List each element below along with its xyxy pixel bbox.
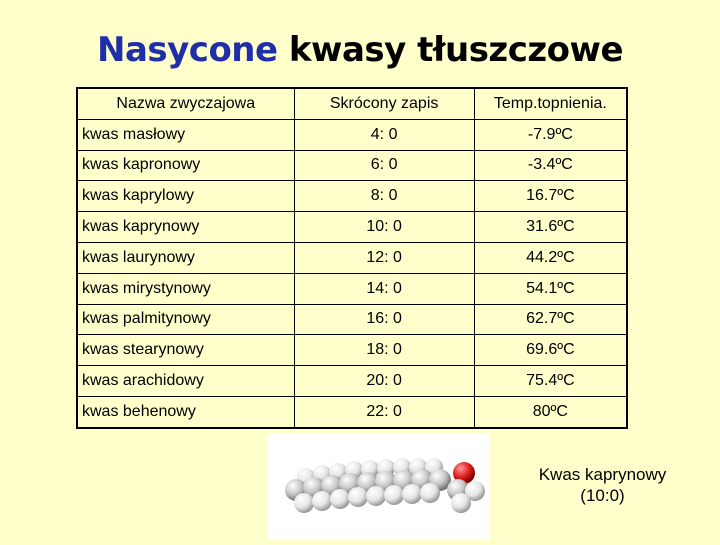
header-common-name: Nazwa zwyczajowa [77, 88, 294, 119]
acid-short-notation: 14: 0 [294, 273, 474, 304]
table-row [77, 150, 627, 181]
title-accent-word: Nasycone [97, 30, 278, 70]
acid-melting-point: 44.2ºC [474, 242, 627, 273]
fatty-acids-table [76, 87, 628, 429]
table-row [77, 273, 627, 304]
acid-name: kwas kaprylowy [77, 181, 294, 212]
acid-name: kwas palmitynowy [77, 304, 294, 335]
table-row [77, 242, 627, 273]
caption-line-2: (10:0) [580, 486, 625, 505]
acid-melting-point: 16.7ºC [474, 181, 627, 212]
acid-name: kwas stearynowy [77, 335, 294, 366]
acid-short-notation: 4: 0 [294, 119, 474, 150]
table-row [77, 335, 627, 366]
acid-name: kwas kaprynowy [77, 212, 294, 243]
table-row [77, 181, 627, 212]
title-rest: kwasy tłuszczowe [288, 30, 623, 70]
acid-short-notation: 18: 0 [294, 335, 474, 366]
acid-short-notation: 8: 0 [294, 181, 474, 212]
molecule-caption [520, 464, 685, 506]
table-row [77, 396, 627, 427]
acid-melting-point: 54.1ºC [474, 273, 627, 304]
acid-name: kwas kapronowy [77, 150, 294, 181]
acid-short-notation: 10: 0 [294, 212, 474, 243]
table-row [77, 212, 627, 243]
header-melting-point: Temp.topnienia. [474, 88, 627, 119]
space-filling-molecule-model [268, 433, 490, 540]
table-row [77, 304, 627, 335]
acid-melting-point: -7.9ºC [474, 119, 627, 150]
acid-melting-point: 75.4ºC [474, 366, 627, 397]
acid-short-notation: 20: 0 [294, 366, 474, 397]
acid-name: kwas mirystynowy [77, 273, 294, 304]
acid-melting-point: 62.7ºC [474, 304, 627, 335]
capric-acid-molecule-image [268, 433, 490, 540]
table-row [77, 366, 627, 397]
acid-melting-point: 69.6ºC [474, 335, 627, 366]
acid-melting-point: 80ºC [474, 396, 627, 427]
acid-short-notation: 22: 0 [294, 396, 474, 427]
acid-name: kwas behenowy [77, 396, 294, 427]
acid-melting-point: -3.4ºC [474, 150, 627, 181]
table-header-row [77, 88, 627, 119]
acid-short-notation: 6: 0 [294, 150, 474, 181]
table-row [77, 119, 627, 150]
acid-melting-point: 31.6ºC [474, 212, 627, 243]
acid-name: kwas masłowy [77, 119, 294, 150]
slide-title [0, 30, 720, 70]
acid-short-notation: 16: 0 [294, 304, 474, 335]
acid-short-notation: 12: 0 [294, 242, 474, 273]
caption-line-1: Kwas kaprynowy [538, 465, 667, 484]
acid-name: kwas arachidowy [77, 366, 294, 397]
header-short-notation: Skrócony zapis [294, 88, 474, 119]
acid-name: kwas laurynowy [77, 242, 294, 273]
